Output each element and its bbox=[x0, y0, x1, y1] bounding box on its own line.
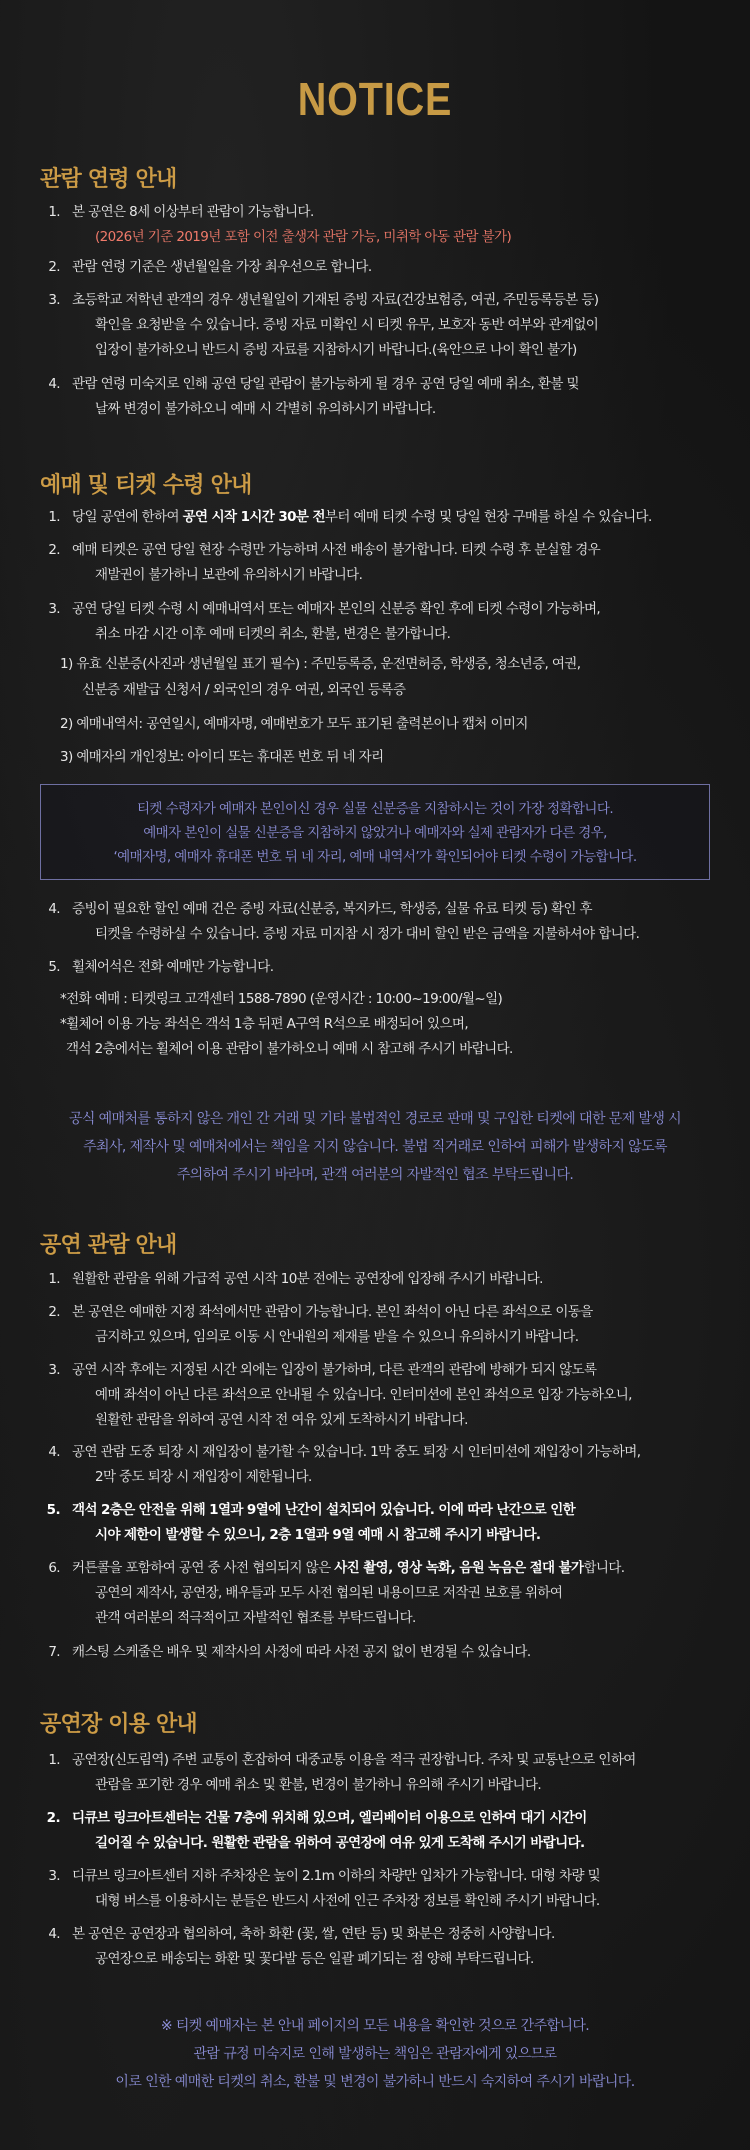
item-text: 관람 연령 미숙지로 인해 공연 당일 관람이 불가능하게 될 경우 공연 당일 예매 취소, 환불 및 bbox=[72, 376, 579, 392]
viewing-item-4 bbox=[40, 1440, 720, 1490]
viewing-item-2 bbox=[40, 1300, 720, 1350]
box-line: 티켓 수령자가 예매자 본인이신 경우 실물 신분증을 지참하시는 것이 가장 정확합니다. bbox=[136, 801, 614, 817]
item-number: 4. bbox=[48, 1926, 60, 1942]
id-requirement-box bbox=[40, 784, 710, 880]
ticket-item-2 bbox=[40, 538, 720, 588]
item-number: 5. bbox=[48, 959, 60, 975]
ticket-item-3 bbox=[40, 597, 720, 647]
sub-item-1-cont: 신분증 재발급 신청서 / 외국인의 경우 여권, 외국인 등록증 bbox=[82, 682, 406, 698]
item-number: 1. bbox=[48, 204, 60, 220]
item-number: 2. bbox=[48, 542, 60, 558]
notice-title: NOTICE bbox=[297, 73, 453, 125]
item-text: 관람 연령 기준은 생년월일을 가장 최우선으로 합니다. bbox=[72, 259, 372, 275]
item-text: 확인을 요청받을 수 있습니다. 증빙 자료 미확인 시 티켓 유무, 보호자 동반 여부와 관계없이 bbox=[95, 317, 599, 333]
item-text: 초등학교 저학년 관객의 경우 생년월일이 기재된 증빙 자료(건강보험증, 여권, 주민등록등본 등) bbox=[72, 292, 599, 308]
item-text: 공연장(신도림역) 주변 교통이 혼잡하여 대중교통 이용을 적극 권장합니다. 주차 및 교통난으로 인하여 bbox=[72, 1752, 636, 1768]
item-text: 예매 티켓은 공연 당일 현장 수령만 가능하며 사전 배송이 불가합니다. 티켓 수령 후 분실할 경우 bbox=[72, 542, 601, 558]
viewing-item-5 bbox=[40, 1498, 720, 1548]
item-number: 4. bbox=[48, 901, 60, 917]
item-text: 디큐브 링크아트센터 지하 주차장은 높이 2.1m 이하의 차량만 입차가 가능합니다. 대형 차량 및 bbox=[72, 1868, 601, 1884]
ticket-item-5 bbox=[40, 955, 720, 980]
item-text: 관람을 포기한 경우 예매 취소 및 환불, 변경이 불가하니 유의해 주시기 바랍니다. bbox=[95, 1777, 542, 1793]
illegal-trade-warning bbox=[0, 1105, 750, 1189]
venue-item-2 bbox=[40, 1806, 720, 1856]
item-number: 3. bbox=[48, 292, 60, 308]
warning-line: 주최사, 제작사 및 예매처에서는 책임을 지지 않습니다. 불법 직거래로 인하여 피해가 발생하지 않도록 bbox=[83, 1139, 667, 1155]
item-number: 3. bbox=[48, 601, 60, 617]
phone-booking-note: *전화 예매 : 티켓링크 고객센터 1588-7890 (운영시간 : 10:00~19:00/월~일) bbox=[60, 991, 503, 1007]
footer-line: 관람 규정 미숙지로 인해 발생하는 책임은 관람자에게 있으므로 bbox=[193, 2046, 557, 2062]
item-text: 커튼콜을 포함하여 공연 중 사전 협의되지 않은 사진 촬영, 영상 녹화, 음원 녹음은 절대 불가합니다. bbox=[72, 1560, 625, 1576]
age-item-3 bbox=[40, 288, 720, 363]
item-number: 5. bbox=[46, 1502, 60, 1518]
wheelchair-note: *휠체어 이용 가능 좌석은 객석 1층 뒤편 A구역 R석으로 배정되어 있으며, bbox=[60, 1016, 469, 1032]
viewing-item-6 bbox=[40, 1556, 720, 1631]
section-heading-venue: 공연장 이용 안내 bbox=[40, 1712, 197, 1737]
item-number: 7. bbox=[48, 1644, 60, 1660]
footer-line: ※ 티켓 예매자는 본 안내 페이지의 모든 내용을 확인한 것으로 간주합니다. bbox=[160, 2018, 590, 2034]
sub-item-2: 2) 예매내역서: 공연일시, 예매자명, 예매번호가 모두 표기된 출력본이나 캡처 이미지 bbox=[60, 716, 528, 732]
item-number: 2. bbox=[46, 1810, 60, 1826]
item-text: 시야 제한이 발생할 수 있으니, 2층 1열과 9열 예매 시 참고해 주시기 바랍니다. bbox=[95, 1527, 541, 1543]
age-item-1 bbox=[40, 200, 720, 250]
emphasis-text: 사진 촬영, 영상 녹화, 음원 녹음은 절대 불가 bbox=[334, 1560, 584, 1576]
venue-item-4 bbox=[40, 1922, 720, 1972]
item-text: 2막 중도 퇴장 시 재입장이 제한됩니다. bbox=[95, 1469, 312, 1485]
item-text: 캐스팅 스케줄은 배우 및 제작사의 사정에 따라 사전 공지 없이 변경될 수 있습니다. bbox=[72, 1644, 531, 1660]
item-number: 2. bbox=[48, 259, 60, 275]
item-text: 재발권이 불가하니 보관에 유의하시기 바랍니다. bbox=[95, 567, 363, 583]
section-heading-age: 관람 연령 안내 bbox=[40, 167, 177, 192]
footer-line: 이로 인한 예매한 티켓의 취소, 환불 및 변경이 불가하니 반드시 숙지하여 주시기 바랍니다. bbox=[115, 2074, 635, 2090]
item-number: 2. bbox=[48, 1304, 60, 1320]
wheelchair-note-cont: 객석 2층에서는 휠체어 이용 관람이 불가하오니 예매 시 참고해 주시기 바랍니다. bbox=[66, 1041, 513, 1057]
box-line: 예매자 본인이 실물 신분증을 지참하지 않았거나 예매자와 실제 관람자가 다른 경우, bbox=[143, 825, 607, 841]
age-notice-red: (2026년 기준 2019년 포함 이전 출생자 관람 가능, 미취학 아동 관람 불가) bbox=[95, 229, 512, 245]
item-text: 원활한 관람을 위하여 공연 시작 전 여유 있게 도착하시기 바랍니다. bbox=[95, 1412, 468, 1428]
section-heading-viewing: 공연 관람 안내 bbox=[40, 1233, 177, 1258]
item-number: 6. bbox=[48, 1560, 60, 1576]
viewing-item-7 bbox=[40, 1640, 720, 1665]
item-number: 4. bbox=[48, 1444, 60, 1460]
sub-item-1: 1) 유효 신분증(사진과 생년월일 표기 필수) : 주민등록증, 운전면허증, 학생증, 청소년증, 여권, bbox=[60, 656, 581, 672]
item-number: 3. bbox=[48, 1362, 60, 1378]
ticket-item-4 bbox=[40, 897, 720, 947]
item-text: 원활한 관람을 위해 가급적 공연 시작 10분 전에는 공연장에 입장해 주시기 바랍니다. bbox=[72, 1271, 543, 1287]
item-text: 대형 버스를 이용하시는 분들은 반드시 사전에 인근 주차장 정보를 확인해 주시기 바랍니다. bbox=[95, 1893, 600, 1909]
warning-line: 공식 예매처를 통하지 않은 개인 간 거래 및 기타 불법적인 경로로 판매 및 구입한 티켓에 대한 문제 발생 시 bbox=[68, 1111, 682, 1127]
item-text: 당일 공연에 한하여 공연 시작 1시간 30분 전부터 예매 티켓 수령 및 당일 현장 구매를 하실 수 있습니다. bbox=[72, 509, 652, 525]
item-number: 1. bbox=[48, 1271, 60, 1287]
venue-item-1 bbox=[40, 1748, 720, 1798]
warning-line: 주의하여 주시기 바라며, 관객 여러분의 자발적인 협조 부탁드립니다. bbox=[176, 1167, 574, 1183]
section-heading-ticket: 예매 및 티켓 수령 안내 bbox=[40, 473, 252, 498]
item-text: 본 공연은 공연장과 협의하여, 축하 화환 (꽃, 쌀, 연탄 등) 및 화분은 정중히 사양합니다. bbox=[72, 1926, 555, 1942]
item-text: 공연의 제작사, 공연장, 배우들과 모두 사전 협의된 내용이므로 저작권 보호를 위하여 bbox=[95, 1585, 563, 1601]
age-item-2 bbox=[40, 255, 720, 280]
item-text: 객석 2층은 안전을 위해 1열과 9열에 난간이 설치되어 있습니다. 이에 따라 난간으로 인한 bbox=[72, 1502, 576, 1518]
item-text: 증빙이 필요한 할인 예매 건은 증빙 자료(신분증, 복지카드, 학생증, 실물 유료 티켓 등) 확인 후 bbox=[72, 901, 592, 917]
item-number: 3. bbox=[48, 1868, 60, 1884]
ticket-item-1 bbox=[40, 505, 720, 530]
item-text: 입장이 불가하오니 반드시 증빙 자료를 지참하시기 바랍니다.(육안으로 나이 확인 불가) bbox=[95, 342, 577, 358]
item-text: 공연 관람 도중 퇴장 시 재입장이 불가할 수 있습니다. 1막 중도 퇴장 시 인터미션에 재입장이 가능하며, bbox=[72, 1444, 641, 1460]
item-text: 공연 당일 티켓 수령 시 예매내역서 또는 예매자 본인의 신분증 확인 후에 티켓 수령이 가능하며, bbox=[72, 601, 601, 617]
item-text: 티켓을 수령하실 수 있습니다. 증빙 자료 미지참 시 정가 대비 할인 받은 금액을 지불하셔야 합니다. bbox=[95, 926, 640, 942]
venue-item-3 bbox=[40, 1864, 720, 1914]
footer-notice bbox=[0, 2012, 750, 2096]
item-text: 디큐브 링크아트센터는 건물 7층에 위치해 있으며, 엘리베이터 이용으로 인하여 대기 시간이 bbox=[72, 1810, 587, 1826]
item-text: 공연 시작 후에는 지정된 시간 외에는 입장이 불가하며, 다른 관객의 관람에 방해가 되지 않도록 bbox=[72, 1362, 597, 1378]
box-line: ‘예매자명, 예매자 휴대폰 번호 뒤 네 자리, 예매 내역서’가 확인되어야 티켓 수령이 가능합니다. bbox=[113, 849, 637, 865]
item-text: 관객 여러분의 적극적이고 자발적인 협조를 부탁드립니다. bbox=[95, 1610, 416, 1626]
viewing-item-1 bbox=[40, 1267, 720, 1292]
viewing-item-3 bbox=[40, 1358, 720, 1433]
emphasis-text: 공연 시작 1시간 30분 전 bbox=[182, 509, 325, 525]
item-number: 1. bbox=[48, 1752, 60, 1768]
age-item-4 bbox=[40, 372, 720, 422]
item-text: 예매 좌석이 아닌 다른 좌석으로 안내될 수 있습니다. 인터미션에 본인 좌석으로 입장 가능하오니, bbox=[95, 1387, 632, 1403]
item-text: 본 공연은 8세 이상부터 관람이 가능합니다. bbox=[72, 204, 314, 220]
item-text: 휠체어석은 전화 예매만 가능합니다. bbox=[72, 959, 274, 975]
sub-item-3: 3) 예매자의 개인정보: 아이디 또는 휴대폰 번호 뒤 네 자리 bbox=[60, 749, 384, 765]
item-number: 1. bbox=[48, 509, 60, 525]
item-number: 4. bbox=[48, 376, 60, 392]
item-text: 금지하고 있으며, 임의로 이동 시 안내원의 제재를 받을 수 있으니 유의하시기 바랍니다. bbox=[95, 1329, 579, 1345]
item-text: 공연장으로 배송되는 화환 및 꽃다발 등은 일괄 폐기되는 점 양해 부탁드립니다. bbox=[95, 1951, 534, 1967]
item-text: 취소 마감 시간 이후 예매 티켓의 취소, 환불, 변경은 불가합니다. bbox=[95, 626, 451, 642]
item-text: 본 공연은 예매한 지정 좌석에서만 관람이 가능합니다. 본인 좌석이 아닌 다른 좌석으로 이동을 bbox=[72, 1304, 593, 1320]
item-text: 길어질 수 있습니다. 원활한 관람을 위하여 공연장에 여유 있게 도착해 주시기 바랍니다. bbox=[95, 1835, 585, 1851]
item-text: 날짜 변경이 불가하오니 예매 시 각별히 유의하시기 바랍니다. bbox=[95, 401, 436, 417]
